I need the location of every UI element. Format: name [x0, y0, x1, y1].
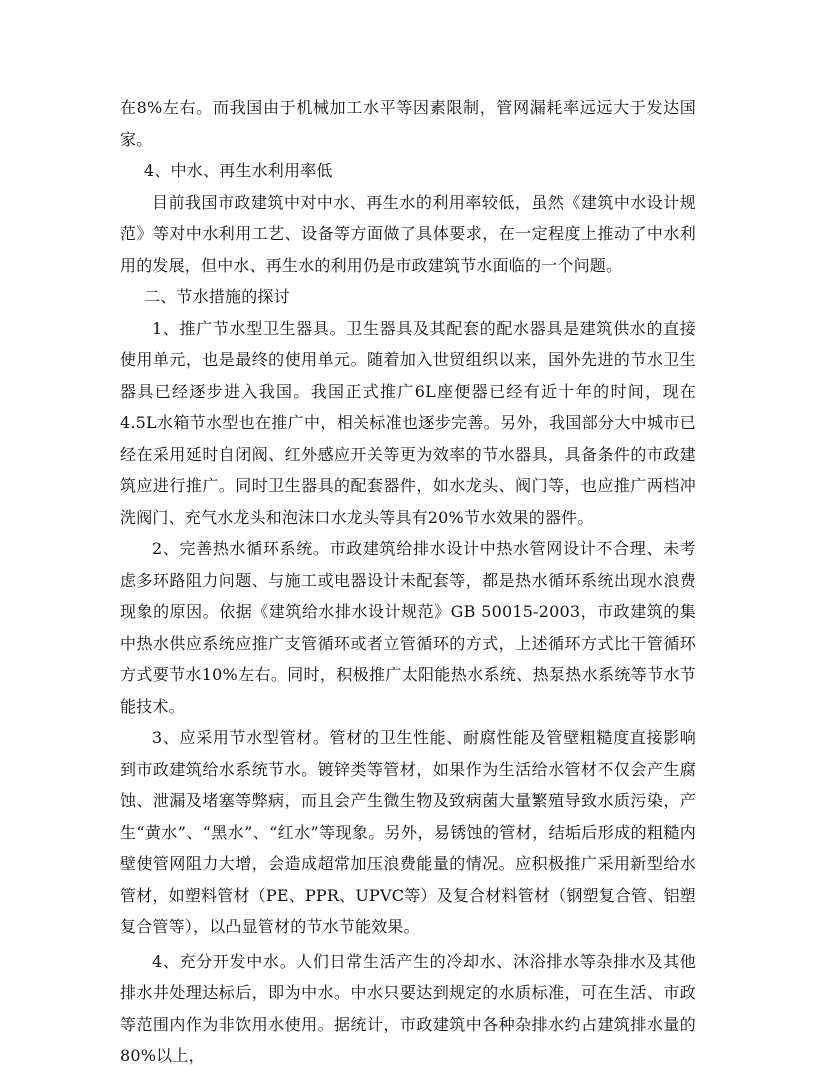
paragraph-reclaimed-water-development: 4、充分开发中水。人们日常生活产生的冷却水、沐浴排水等杂排水及其他排水井处理达标后，即为中水。中水只要达到规定的水质标准，可在生活、市政等范围内作为非饮用水使用。据统计，市政建筑中各种杂排水约占建筑排水量的80%以上，	[120, 951, 696, 1065]
subheading-reclaimed-water-usage: 4、中水、再生水利用率低	[144, 161, 333, 180]
document-page	[120, 92, 696, 1072]
paragraph-continuation: 在8%左右。而我国由于机械加工水平等因素限制，管网漏耗率远远大于发达国家。	[120, 98, 696, 149]
paragraph-pipe-materials: 3、应采用节水型管材。管材的卫生性能、耐腐性能及管壁粗糙度直接影响到市政建筑给水系统节水。镀锌类等管材，如果作为生活给水管材不仅会产生腐蚀、泄漏及堵塞等弊病，而且会产生微生物及致病菌大量繁殖导致水质污染，产生“黄水”、“黑水”、“红水”等现象。另外，易锈蚀的管材，结垢后形成的粗糙内壁使管网阻力大增，会造成超常加压浪费能量的情况。应积极推广采用新型给水管材，如塑料管材（PE、PPR、UPVC等）及复合材料管材（钢塑复合管、铝塑复合管等），以凸显管材的节水节能效果。	[120, 728, 696, 936]
paragraph-hot-water-circulation: 2、完善热水循环系统。市政建筑给排水设计中热水管网设计不合理、未考虑多环路阻力问题、与施工或电器设计未配套等，都是热水循环系统出现水浪费现象的原因。依据《建筑给水排水设计规范》GB 50015-2003，市政建筑的集中热水供应系统应推广支管循环或者立管循环的方式，上述循环方式比干管循环方式要节水10%左右。同时，积极推广太阳能热水系统、热泵热水系统等节水节能技术。	[120, 539, 696, 716]
paragraph-reclaimed-water: 目前我国市政建筑中对中水、再生水的利用率较低，虽然《建筑中水设计规范》等对中水利用工艺、设备等方面做了具体要求，在一定程度上推动了中水利用的发展，但中水、再生水的利用仍是市政建筑节水面临的一个问题。	[120, 192, 696, 275]
paragraph-sanitary-fixtures: 1、推广节水型卫生器具。卫生器具及其配套的配水器具是建筑供水的直接使用单元，也是最终的使用单元。随着加入世贸组织以来，国外先进的节水卫生器具已经逐步进入我国。我国正式推广6L座便器已经有近十年的时间，现在4.5L水箱节水型也在推广中，相关标准也逐步完善。另外，我国部分大中城市已经在采用延时自闭阀、红外感应开关等更为效率的节水器具，具备条件的市政建筑应进行推广。同时卫生器具的配套器件，如水龙头、阀门等，也应推广两档冲洗阀门、充气水龙头和泡沫口水龙头等具有20%节水效果的器件。	[120, 318, 696, 527]
section-heading-water-saving-measures: 二、节水措施的探讨	[144, 287, 290, 306]
